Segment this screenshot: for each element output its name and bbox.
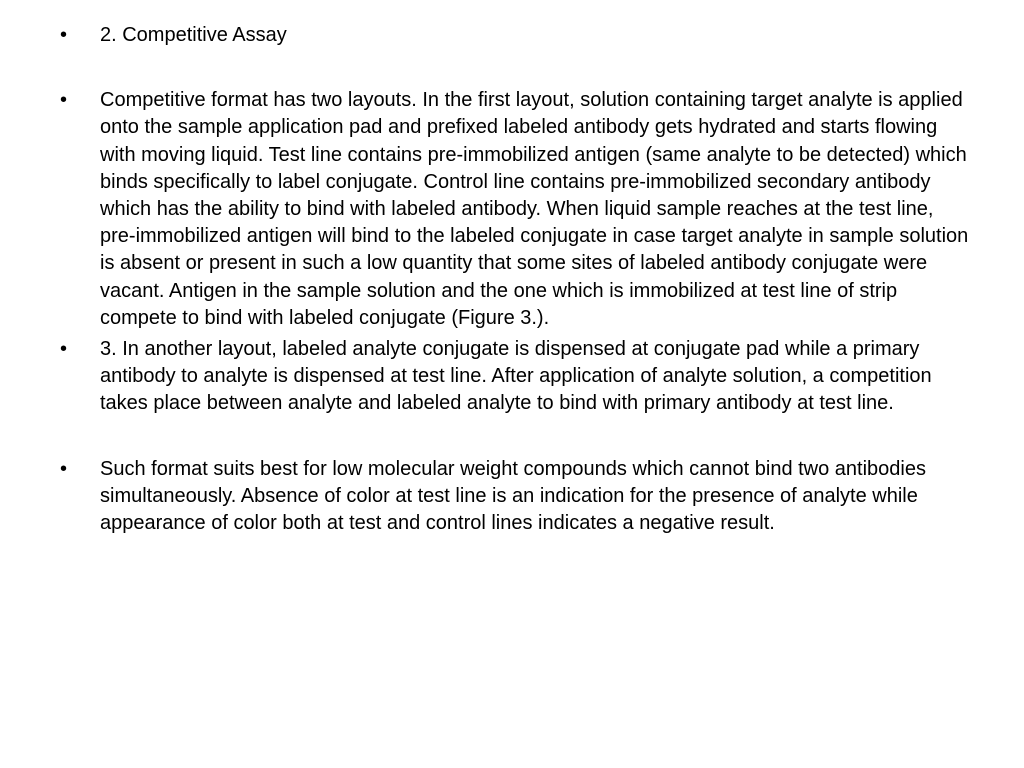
- bullet-icon: •: [60, 338, 68, 361]
- bullet-text: Competitive format has two layouts. In the first layout, solution containing target analyte is applied onto the sample application pad and prefixed labeled antibody gets hydrated and starts flowing with moving liquid. Test line contains pre-immobilized antigen (same analyte to be detected) which binds specifically to label conjugate. Control line contains pre-immobilized secondary antibody which has the ability to bind with labeled antibody. When liquid sample reaches at the test line, pre-immobilized antigen will bind to the labeled conjugate in case target analyte in sample solution is absent or present in such a low quantity that some sites of labeled antibody conjugate were vacant. Antigen in the sample solution and the one which is immobilized at test line of strip compete to bind with labeled conjugate (Figure 3.).: [100, 89, 969, 329]
- bullet-icon: •: [60, 89, 68, 112]
- bullet-item-first-layout: [60, 87, 970, 332]
- bullet-text: Such format suits best for low molecular weight compounds which cannot bind two antibodies simultaneously. Absence of color at test line is an indication for the presence of analyte while appearance of color both at test and control lines indicates a negative result.: [100, 457, 926, 535]
- bullet-item-format-suitability: [60, 456, 970, 538]
- bullet-text: 2. Competitive Assay: [100, 24, 287, 46]
- bullet-item-competitive-assay-heading: [60, 22, 970, 49]
- bullet-text: 3. In another layout, labeled analyte conjugate is dispensed at conjugate pad while a primary antibody to analyte is dispensed at test line. After application of analyte solution, a competition takes place between analyte and labeled analyte to bind with primary antibody at test line.: [100, 338, 932, 415]
- bullet-item-second-layout: [60, 336, 970, 418]
- bullet-icon: •: [60, 24, 68, 46]
- bullet-icon: •: [60, 457, 68, 480]
- bullet-list: [60, 22, 970, 537]
